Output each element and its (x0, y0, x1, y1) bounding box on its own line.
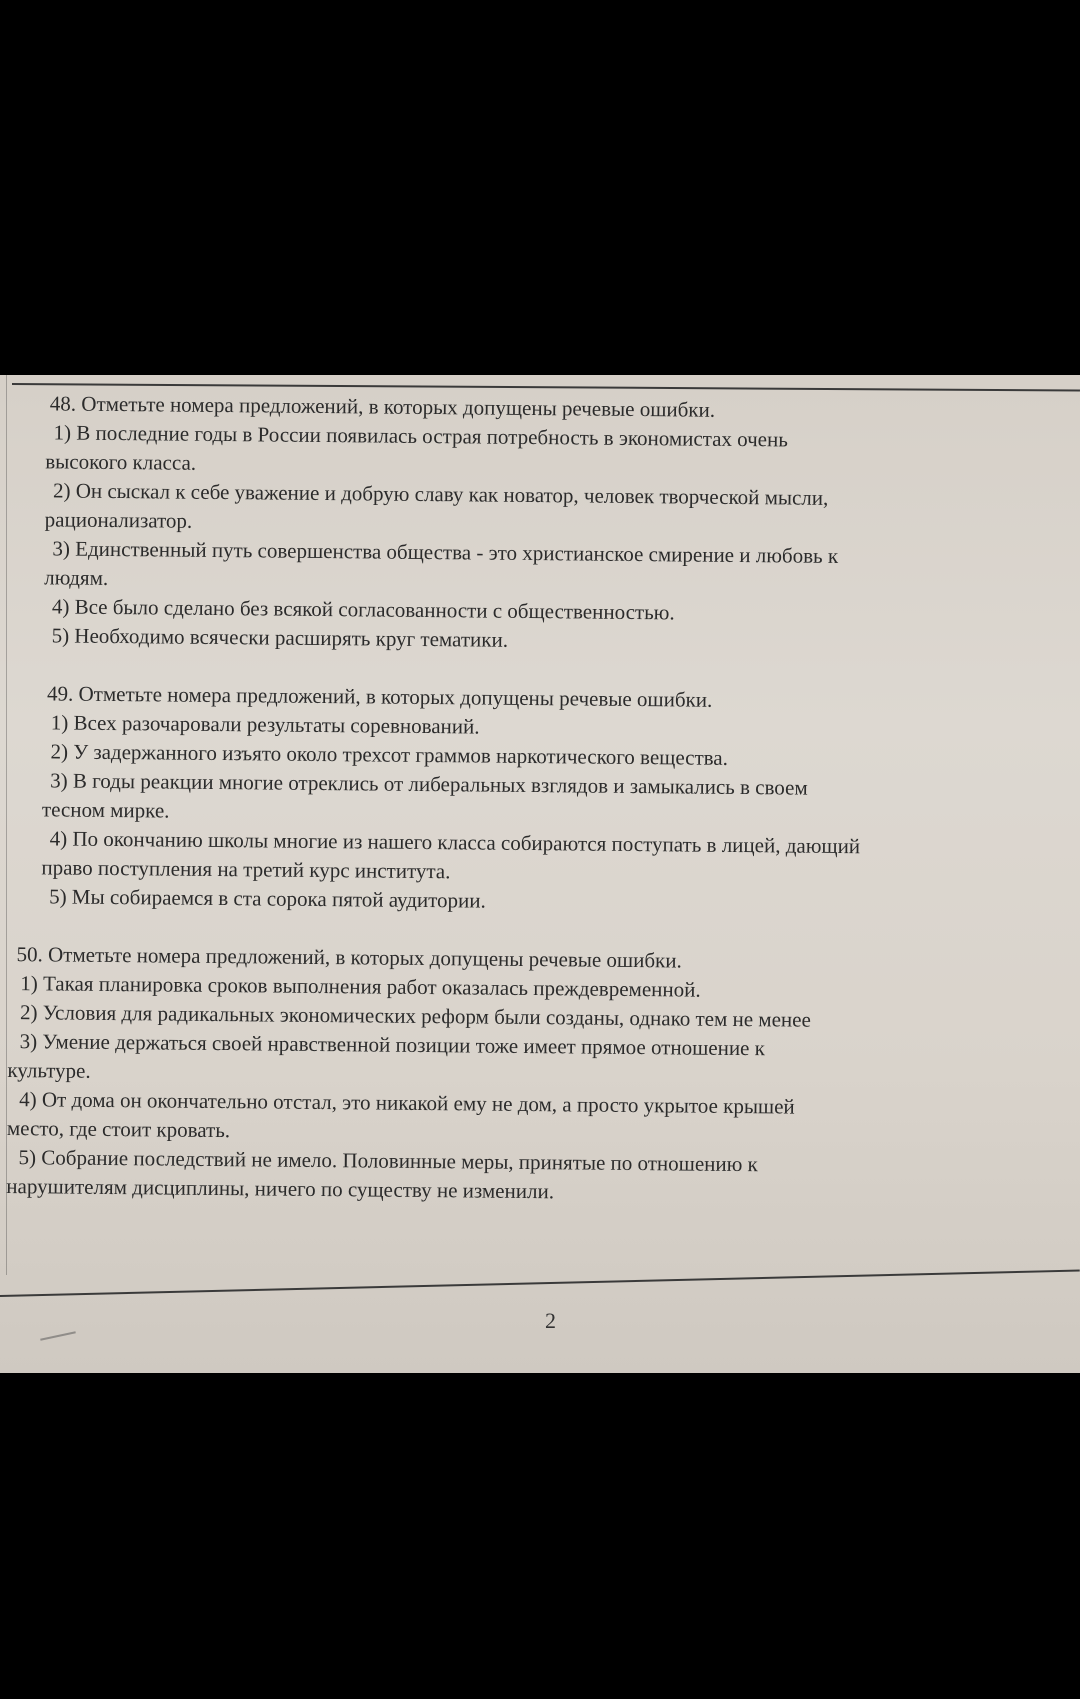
sentence-continuation: культуре. (7, 1058, 91, 1083)
pen-mark (40, 1331, 76, 1340)
sentence-text: 2) Условия для радикальных экономических реформ были созданы, однако тем не менее (19, 1000, 811, 1032)
sentence-continuation: тесном мирке. (41, 797, 170, 823)
question-title: 49. Отметьте номера предложений, в которых допущены речевые ошибки. (46, 681, 713, 712)
sentence-text: 2) Он сыскал к себе уважение и добрую славу как новатор, человек творческой мысли, (52, 478, 829, 510)
sentence-text: 4) Все было сделано без всякой согласованности с общественностью. (51, 594, 675, 625)
sentence-text: 5) Мы собираемся в ста сорока пятой аудитории. (49, 884, 486, 913)
sentence-text: 1) Всех разочаровали результаты соревнований. (50, 710, 480, 739)
sentence-continuation: нарушителям дисциплины, ничего по существу не изменили. (6, 1174, 555, 1204)
sentence-item (8, 534, 1071, 602)
sentence-continuation: место, где стоит кровать. (6, 1116, 231, 1143)
sentence-text: 5) Собрание последствий не имело. Половинные меры, принятые по отношению к (18, 1145, 758, 1177)
sentence-text: 1) Такая планировка сроков выполнения работ оказалась преждевременной. (20, 971, 701, 1002)
sentence-text: 4) По окончанию школы многие из нашего класса собираются поступать в лицей, дающий (49, 826, 861, 859)
sentence-text: 3) Умение держаться своей нравственной позиции тоже имеет прямое отношение к (19, 1029, 766, 1061)
sentence-item (9, 476, 1072, 544)
sentence-item (3, 1085, 1066, 1153)
sentence-item (9, 418, 1072, 486)
document-body (2, 389, 1072, 1240)
question-49 (5, 679, 1069, 921)
sentence-text: 1) В последние годы в России появилась острая потребность в экономистах очень (53, 420, 789, 452)
sentence-continuation: высокого класса. (45, 449, 197, 475)
sentence-text: 2) У задержанного изъято около трехсот граммов наркотического вещества. (50, 739, 729, 770)
question-title: 48. Отметьте номера предложений, в которых допущены речевые ошибки. (49, 391, 716, 422)
sentence-text: 3) В годы реакции многие отреклись от либеральных взглядов и замыкались в своем (50, 768, 808, 800)
bottom-rule-line (0, 1270, 1080, 1297)
sentence-item (2, 1143, 1065, 1211)
question-title: 50. Отметьте номера предложений, в которых допущены речевые ошибки. (16, 942, 682, 973)
sentence-text: 4) От дома он окончательно отстал, это никакой ему не дом, а просто укрытое крышей (19, 1087, 795, 1119)
page-number: 2 (545, 1308, 556, 1333)
sentence-item (3, 1027, 1066, 1095)
sentence-item (6, 766, 1069, 834)
question-48 (7, 389, 1071, 660)
sentence-continuation: рационализатор. (44, 507, 193, 533)
sentence-continuation: людям. (44, 565, 109, 590)
sentence-item (5, 824, 1068, 892)
sentence-text: 3) Единственный путь совершенства общества - это христианское смирение и любовь к (52, 536, 839, 568)
sentence-text: 5) Необходимо всячески расширять круг тематики. (51, 623, 509, 652)
paper-sheet (0, 375, 1080, 1373)
question-50 (2, 940, 1066, 1211)
sentence-continuation: право поступления на третий курс института. (41, 855, 451, 884)
